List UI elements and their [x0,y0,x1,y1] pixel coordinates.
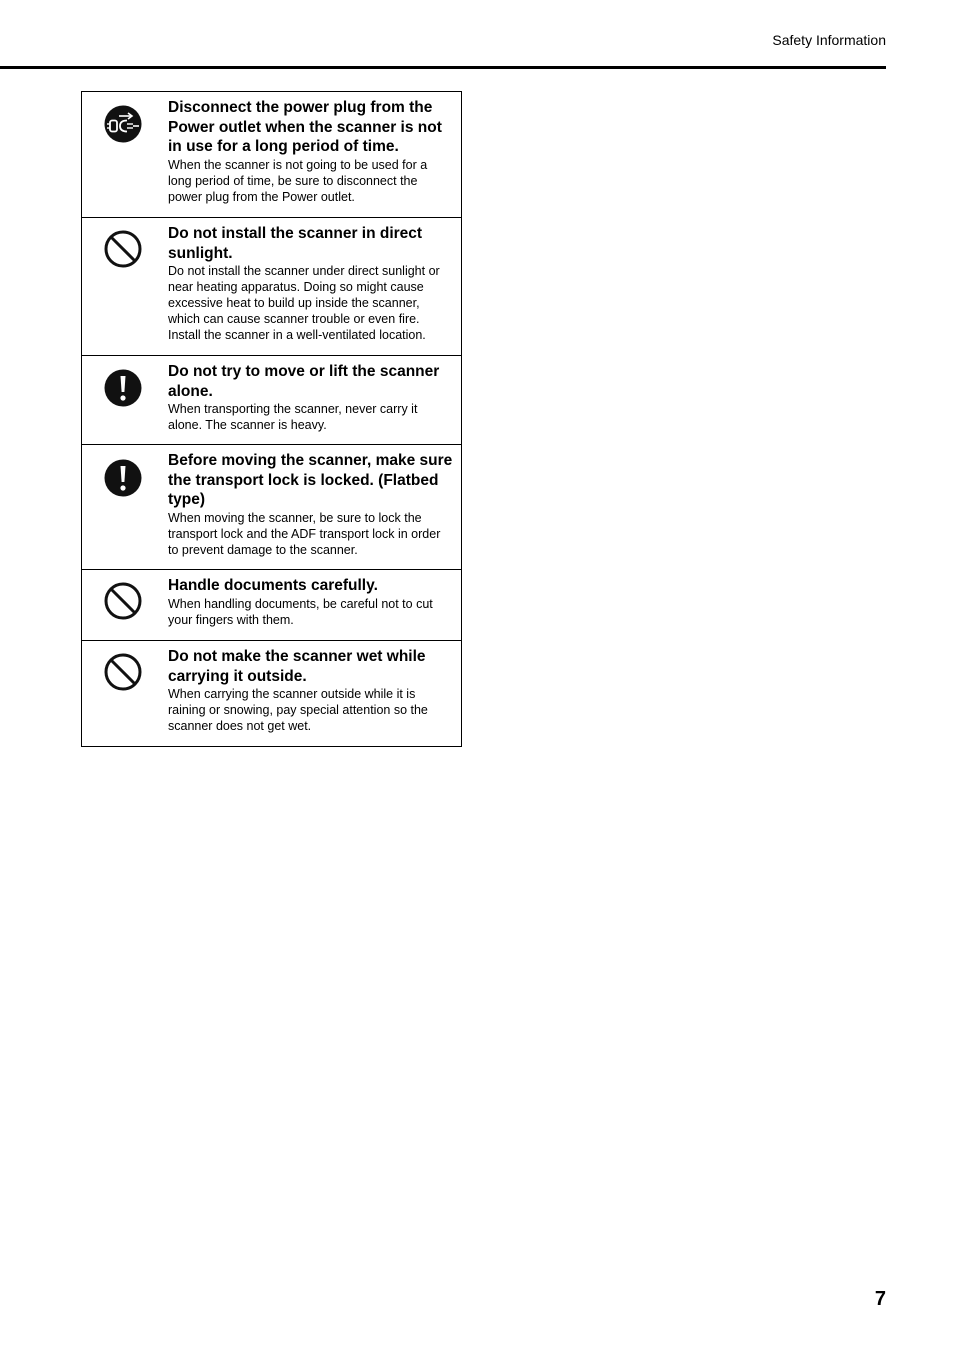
item-body: When carrying the scanner outside while it is raining or snowing, pay special attention so the scanner does not get wet. [168,687,428,734]
page-number: 7 [874,1288,886,1310]
safety-item-unplug [82,92,461,217]
safety-item-sunlight [82,217,461,355]
item-heading: Handle documents carefully. [168,577,378,594]
prohibition-icon [104,582,142,620]
item-heading: Do not install the scanner in direct sunlight. [168,225,423,262]
item-heading: Do not try to move or lift the scanner alone. [168,363,440,400]
safety-item-wet [82,640,461,746]
item-body: Do not install the scanner under direct sunlight or near heating apparatus. Doing so might cause excessive heat to build up inside the scanner, which can cause scanner trouble or even fire. Install the scanner in a well-ventilated location. [168,264,440,343]
header-title: Safety Information [772,32,886,48]
item-heading: Before moving the scanner, make sure the transport lock is locked. (Flatbed type) [168,452,453,509]
unplug-icon [104,105,142,143]
exclamation-icon [104,459,142,497]
item-body: When handling documents, be careful not to cut your fingers with them. [168,596,433,627]
item-body: When moving the scanner, be sure to lock the transport lock and the ADF transport lock in order to prevent damage to the scanner. [168,510,441,557]
safety-item-lift-alone [82,355,461,444]
prohibition-icon [104,230,142,268]
item-heading: Disconnect the power plug from the Power outlet when the scanner is not in use for a long period of time. [168,99,442,156]
safety-table [81,91,462,747]
item-heading: Do not make the scanner wet while carrying it outside. [168,648,426,685]
safety-item-documents [82,569,461,640]
safety-item-transport-lock [82,444,461,569]
prohibition-icon [104,653,142,691]
item-body: When the scanner is not going to be used for a long period of time, be sure to disconnect the power plug from the Power outlet. [168,157,428,204]
header-rule [0,66,886,69]
item-body: When transporting the scanner, never carry it alone. The scanner is heavy. [168,402,418,433]
exclamation-icon [104,369,142,407]
